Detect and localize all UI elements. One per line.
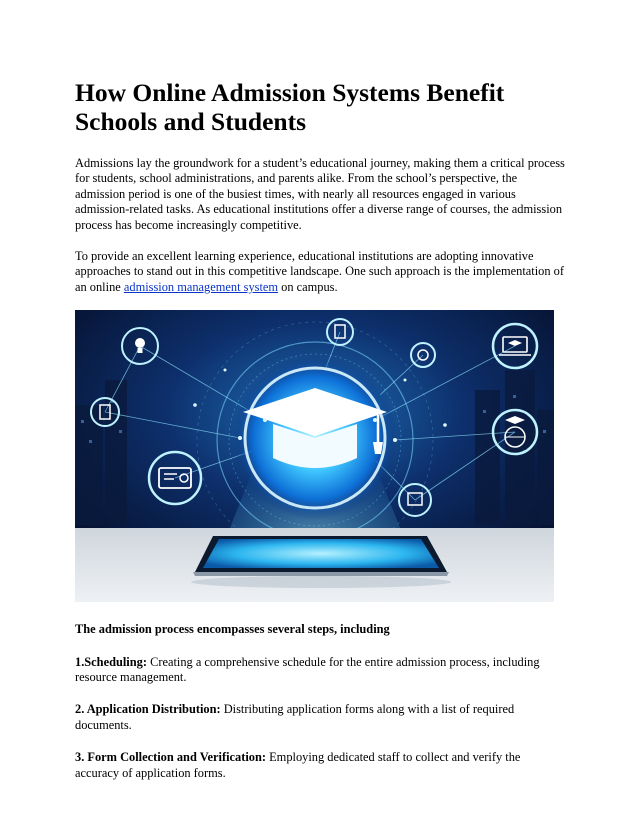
intro-paragraph: Admissions lay the groundwork for a student’s educational journey, making them a critical process for students, school administrations, and parents alike. From the school’s perspective, the admission period is one of the busiest times, with nearly all resources engaged in various admission-related tasks. As educational institutions offer a diverse range of courses, the admission process has become increasingly competitive.: [75, 156, 565, 232]
intro-text-after: on campus.: [278, 279, 338, 294]
tablet-device: [193, 536, 449, 576]
step-item-scheduling: [75, 655, 565, 686]
step-label: 3. Form Collection and Verification:: [75, 750, 267, 765]
page-title: How Online Admission Systems Benefit Schools and Students: [75, 78, 505, 136]
hero-image: [75, 310, 554, 602]
intro-text-before: To provide an excellent learning experience, educational institutions are adopting innovative approaches to stand out in this competitive landscape. One such approach is the implementation of an online: [75, 249, 564, 294]
section-title: The admission process encompasses several steps, including: [75, 622, 390, 637]
intro-paragraph-link: [75, 249, 565, 295]
step-label: 1.Scheduling:: [75, 654, 147, 669]
step-text: Creating a comprehensive schedule for the entire admission process, including resource management.: [75, 654, 540, 685]
admission-system-link[interactable]: admission management system: [123, 279, 279, 294]
article-body: [75, 78, 565, 781]
step-text: Employing dedicated staff to collect and verify the accuracy of application forms.: [75, 750, 521, 780]
step-label: 2. Application Distribution:: [75, 702, 221, 717]
step-item-form-collection: [75, 750, 565, 781]
step-item-application-distribution: [75, 702, 565, 733]
step-text: Distributing application forms along with a list of required documents.: [75, 702, 515, 732]
